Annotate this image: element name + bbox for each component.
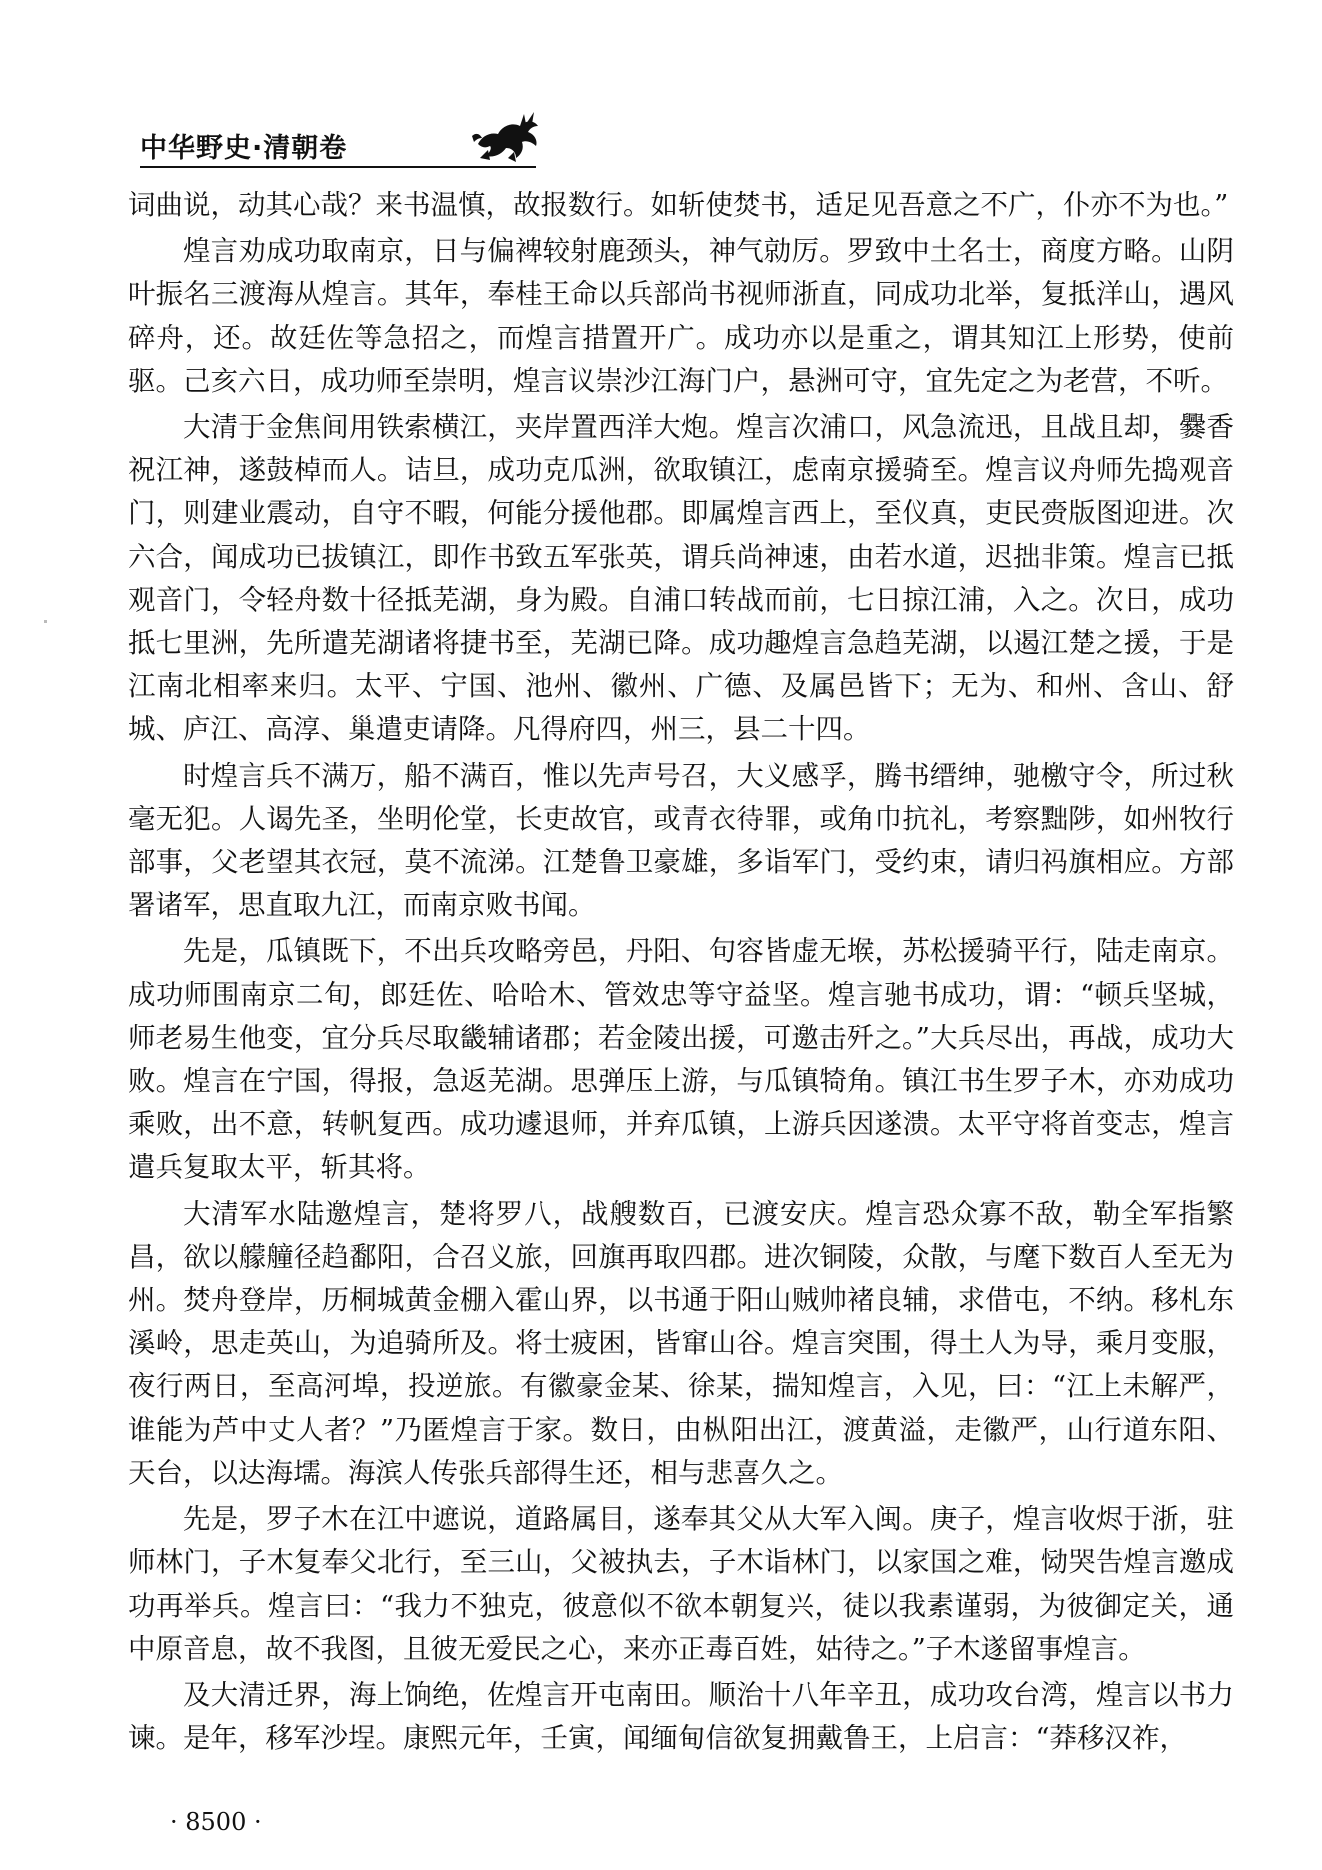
dragon-emblem-icon bbox=[468, 106, 546, 166]
margin-speck bbox=[44, 620, 47, 623]
paragraph: 先是，瓜镇既下，不出兵攻略旁邑，丹阳、句容皆虚无堠，苏松援骑平行，陆走南京。成功师围南京二旬，郎廷佐、哈哈木、管效忠等守益坚。煌言驰书成功，谓：“顿兵坚城，师老易生他变，宜分兵尽取畿辅诸郡；若金陵出援，可邀击歼之。”大兵尽出，再战，成功大败。煌言在宁国，得报，急返芜湖。思弹压上游，与瓜镇犄角。镇江书生罗子木，亦劝成功乘败，出不意，转帆复西。成功遽退师，并弃瓜镇，上游兵因遂溃。太平守将首变志，煌言遣兵复取太平，斩其将。 bbox=[128, 935, 1234, 1184]
paragraph: 大清于金焦间用铁索横江，夹岸置西洋大炮。煌言次浦口，风急流迅，且战且却，爨香祝江神，遂鼓棹而人。诘旦，成功克瓜洲，欲取镇江，虑南京援骑至。煌言议舟师先捣观音门，则建业震动，自守不暇，何能分援他郡。即属煌言西上，至仪真，吏民赍版图迎进。次六合，闻成功已拔镇江，即作书致五军张英，谓兵尚神速，由若水道，迟拙非策。煌言已抵观音门，令轻舟数十径抵芜湖，身为殿。自浦口转战而前，七日掠江浦，入之。次日，成功抵七里洲，先所遣芜湖诸将捷书至，芜湖已降。成功趣煌言急趋芜湖，以遏江楚之援，于是江南北相率来归。太平、宁国、池州、徽州、广德、及属邑皆下；无为、和州、含山、舒城、庐江、高淳、巢遣吏请降。凡得府四，州三，县二十四。 bbox=[128, 411, 1234, 746]
page-number: · 8500 · bbox=[170, 1808, 262, 1836]
paragraph: 及大清迁界，海上饷绝，佐煌言开屯南田。顺治十八年辛丑，成功攻台湾，煌言以书力谏。是年，移军沙埕。康熙元年，壬寅，闻缅甸信欲复拥戴鲁王，上启言：“莽移汉祚， bbox=[128, 1678, 1234, 1755]
paragraph: 煌言劝成功取南京，日与偏裨较射鹿颈头，神气勍厉。罗致中土名士，商度方略。山阴叶振名三渡海从煌言。其年，奉桂王命以兵部尚书视师浙直，同成功北举，复抵洋山，遇风碎舟，还。故廷佐等急招之，而煌言措置开广。成功亦以是重之，谓其知江上形势，使前驱。己亥六日，成功师至崇明，煌言议崇沙江海门户，悬洲可守，宜先定之为老营，不听。 bbox=[128, 235, 1234, 397]
running-header bbox=[140, 112, 1240, 172]
paragraph: 词曲说，动其心哉？来书温慎，故报数行。如斩使焚书，适足见吾意之不广，仆亦不为也。” bbox=[128, 189, 1229, 221]
header-rule bbox=[140, 166, 536, 168]
paragraph: 大清军水陆邀煌言，楚将罗八，战艘数百，已渡安庆。煌言恐众寡不敌，勒全军指繁昌，欲以艨艟径趋鄱阳，合召义旅，回旗再取四郡。进次铜陵，众散，与麾下数百人至无为州。焚舟登岸，历桐城黄金棚入霍山界，以书通于阳山贼帅褚良辅，求借屯，不纳。移札东溪岭，思走英山，为追骑所及。将士疲困，皆窜山谷。煌言突围，得土人为导，乘月变服，夜行两日，至高河埠，投逆旅。有徽豪金某、徐某，揣知煌言，入见，曰：“江上未解严，谁能为芦中丈人者？”乃匿煌言于家。数日，由枞阳出江，渡黄溢，走徽严，山行道东阳、天台，以达海壖。海滨人传张兵部得生还，相与悲喜久之。 bbox=[128, 1197, 1234, 1489]
paragraph: 时煌言兵不满万，船不满百，惟以先声号召，大义感孚，腾书缙绅，驰檄守令，所过秋毫无犯。人谒先圣，坐明伦堂，长吏故官，或青衣待罪，或角巾抗礼，考察黜陟，如州牧行部事，父老望其衣冠，莫不流涕。江楚鲁卫豪雄，多诣军门，受约束，请归祃旗相应。方部署诸军，思直取九江，而南京败书闻。 bbox=[128, 759, 1234, 922]
book-title: 中华野史·清朝卷 bbox=[140, 133, 348, 164]
paragraph: 先是，罗子木在江中遮说，道路属目，遂奉其父从大军入闽。庚子，煌言收烬于浙，驻师林门，子木复奉父北行，至三山，父被执去，子木诣林门，以家国之难，恸哭告煌言邀成功再举兵。煌言曰：“我力不独克，彼意似不欲本朝复兴，徒以我素谨弱，为彼御定关，通中原音息，故不我图，且彼无爱民之心，来亦正毒百姓，姑待之。”子木遂留事煌言。 bbox=[128, 1503, 1234, 1665]
body-text bbox=[128, 184, 1234, 1763]
